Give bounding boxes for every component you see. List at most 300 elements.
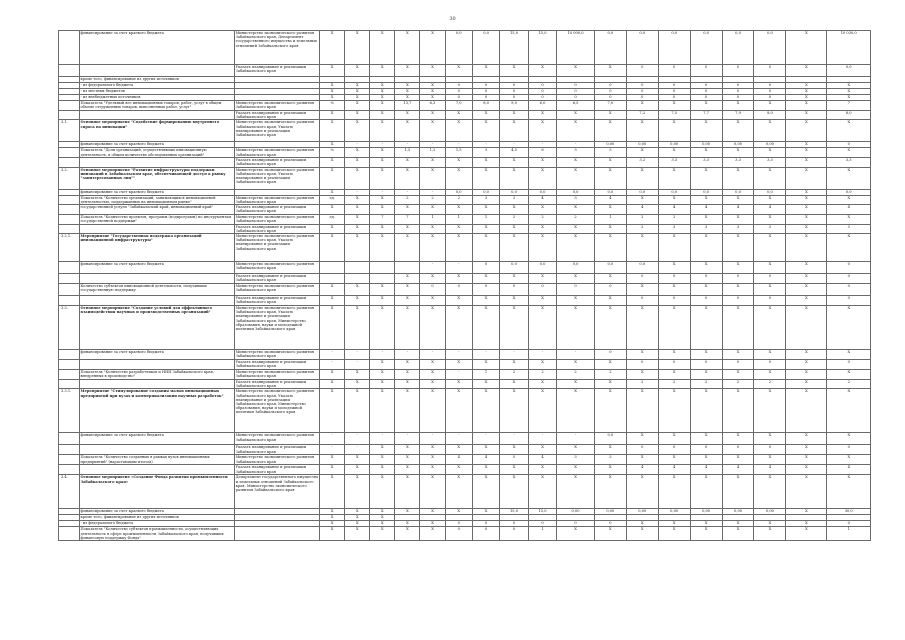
value-cell: Х [345,527,370,541]
value-cell: - [320,360,345,370]
row-name-cell: Мероприятие "Стимулирование создания малых инновационных предприятий при вузах и коммерциализации научных разработок" [79,389,234,433]
value-cell: Х [786,465,827,475]
value-cell: Х [395,65,420,77]
table-row [59,234,871,262]
value-cell: Х [722,262,754,274]
value-cell: 0 [472,521,499,527]
value-cell: Х [594,380,626,389]
value-cell: 0 [626,65,658,77]
value-cell: Х [557,65,595,77]
value-cell: Х [594,389,626,433]
value-cell: 3 [827,224,871,233]
value-cell: Х [594,65,626,77]
value-cell: - [557,433,595,445]
value-cell: 0 [528,95,557,101]
value-cell: 8,0 [754,111,786,120]
value-cell: 0 [658,89,690,95]
row-name-cell: Показатель "Количество субъектов промышленности, осуществляющих деятельность в сфере промышленности Забайкальского края, получивших финансовую поддержку Фонда" [79,527,234,541]
row-name-cell [79,224,234,233]
value-cell: Х [420,509,445,515]
value-cell: Х [528,475,557,509]
value-cell: Х [528,205,557,215]
value-cell: 1 [445,215,472,224]
value-cell: Х [500,445,529,455]
row-number-cell: 3.2. [59,167,80,189]
value-cell: Х [500,380,529,389]
value-cell: Х [786,296,827,306]
value-cell: Х [626,306,658,350]
value-cell: Х [754,284,786,296]
value-cell: Х [827,215,871,224]
value-cell: Х [786,350,827,360]
value-cell: Х [528,120,557,142]
value-cell: Х [445,380,472,389]
value-cell: Х [557,157,595,167]
value-cell: ед. [320,195,345,204]
row-number-cell [59,284,80,296]
value-cell: Х [827,167,871,189]
row-number-cell [59,195,80,204]
value-cell: 3 [658,224,690,233]
value-cell: Х [370,521,395,527]
value-cell: 0 [594,521,626,527]
value-cell: Х [754,389,786,433]
value-cell: 0 [557,521,595,527]
value-cell: 4 [626,465,658,475]
row-number-cell [59,205,80,215]
value-cell: 2 [500,370,529,380]
row-number-cell: 3.3.1. [59,389,80,433]
value-cell: 0 [557,284,595,296]
value-cell: Х [320,234,345,262]
table-row [59,31,871,65]
row-name-cell: финансирование за счет краевого бюджета [79,509,234,515]
value-cell: 7 [395,215,420,224]
value-cell: - [528,142,557,148]
value-cell: 0,00 [690,509,722,515]
value-cell: - [370,189,395,195]
value-cell: Х [594,157,626,167]
value-cell: Х [345,157,370,167]
executor-cell: Министерство экономического развития Забайкальского края [234,101,320,111]
value-cell: Х [445,167,472,189]
value-cell: 0 [658,95,690,101]
table-row [59,370,871,380]
value-cell: Х [420,389,445,433]
value-cell: Х [395,296,420,306]
value-cell: Х [722,101,754,111]
value-cell: Х [786,224,827,233]
value-cell: Х [528,224,557,233]
value-cell: Х [786,101,827,111]
executor-cell: Министерство экономического развития Забайкальского края [234,215,320,224]
value-cell: Х [786,167,827,189]
value-cell: 0 [445,83,472,89]
value-cell: Х [320,306,345,350]
value-cell: Х [626,195,658,204]
value-cell: 3 [472,148,499,157]
value-cell: - [320,445,345,455]
value-cell: 15,0 [500,31,529,65]
value-cell: Х [320,89,345,95]
value-cell: Х [320,389,345,433]
value-cell: Х [626,527,658,541]
row-name-cell [79,296,234,306]
value-cell: Х [690,148,722,157]
value-cell: Х [827,455,871,465]
value-cell: 0,00 [658,142,690,148]
value-cell: Х [626,475,658,509]
row-number-cell [59,148,80,157]
value-cell: 4 [722,465,754,475]
value-cell: Х [786,111,827,120]
table-row [59,296,871,306]
row-name-cell: финансирование за счет краевого бюджета [79,189,234,195]
value-cell: 6,3 [420,101,445,111]
value-cell: 0,0 [500,189,529,195]
value-cell: Х [557,465,595,475]
table-row [59,360,871,370]
value-cell: Х [690,350,722,360]
value-cell: Х [395,83,420,89]
row-number-cell [59,465,80,475]
value-cell: 1 [827,527,871,541]
value-cell: Х [626,433,658,445]
value-cell: Х [320,111,345,120]
value-cell: Х [420,370,445,380]
value-cell: 4 [722,205,754,215]
value-cell: 0 [626,360,658,370]
value-cell: Х [722,521,754,527]
row-name-cell [79,111,234,120]
value-cell: - [345,360,370,370]
value-cell: Х [395,475,420,509]
value-cell: Х [626,284,658,296]
value-cell: Х [690,433,722,445]
value-cell: Х [345,370,370,380]
value-cell: Х [445,465,472,475]
value-cell: Х [722,475,754,509]
value-cell: 0 [626,445,658,455]
value-cell: 0 [754,83,786,89]
row-name-cell: - из местных бюджетов [79,89,234,95]
value-cell: 0,00 [722,142,754,148]
value-cell: Х [345,83,370,89]
value-cell: Х [320,380,345,389]
value-cell: Х [500,111,529,120]
value-cell: Х [370,89,395,95]
value-cell: - [500,142,529,148]
value-cell: 4 [754,465,786,475]
value-cell: 0 [827,142,871,148]
value-cell: 0 [690,445,722,455]
value-cell: Х [786,157,827,167]
value-cell: 0,0 [445,189,472,195]
value-cell: Х [786,89,827,95]
value-cell: Х [395,89,420,95]
value-cell: Х [395,306,420,350]
row-number-cell [59,350,80,360]
value-cell: 3,3 [690,157,722,167]
row-name-cell [79,65,234,77]
value-cell: - [395,189,420,195]
value-cell: Х [754,215,786,224]
executor-cell: Указать планирование и реализации Забайкальского края [234,111,320,120]
value-cell: Х [445,65,472,77]
value-cell: Х [420,445,445,455]
value-cell: 0 [690,296,722,306]
value-cell: Х [754,475,786,509]
value-cell: Х [420,65,445,77]
value-cell: 4 [658,205,690,215]
value-cell: Х [320,65,345,77]
value-cell: Х [345,224,370,233]
value-cell: 0,0 [528,262,557,274]
value-cell: 30,0 [827,509,871,515]
value-cell: 0 [528,284,557,296]
value-cell: - [528,350,557,360]
value-cell: Х [370,455,395,465]
value-cell: 0,0 [500,262,529,274]
row-name-cell: Основное мероприятие «Создание Фонда развития промышленности Забайкальского края» [79,475,234,509]
value-cell: % [320,148,345,157]
value-cell: 7,9 [722,111,754,120]
value-cell: 0 [658,296,690,306]
row-name-cell: Показатель "Количество созданных в рамках вузов инновационных предприятий" (нарастающим итогом) [79,455,234,465]
value-cell: Х [370,111,395,120]
value-cell: Х [690,455,722,465]
value-cell: Х [345,284,370,296]
value-cell: Х [626,389,658,433]
row-number-cell [59,274,80,284]
row-number-cell [59,262,80,274]
value-cell: 3 [500,195,529,204]
value-cell: 2 [557,370,595,380]
value-cell: Х [345,389,370,433]
value-cell: 4 [528,455,557,465]
value-cell: 2 [626,224,658,233]
value-cell: 1,2 [420,148,445,157]
value-cell: 7 [370,215,395,224]
value-cell: 2 [827,380,871,389]
value-cell: - [472,142,499,148]
value-cell: Х [658,455,690,465]
value-cell: Х [320,31,345,65]
executor-cell: Министерство экономического развития Забайкальского края, Указать планирование и реализации Забайкальского края [234,120,320,142]
value-cell: 0,00 [557,509,595,515]
value-cell: Х [786,142,827,148]
value-cell: Х [690,306,722,350]
value-cell: Х [345,521,370,527]
executor-cell: Указать планирование и реализации Забайкальского края [234,65,320,77]
value-cell: Х [472,445,499,455]
value-cell: Х [370,284,395,296]
row-name-cell: - из внебюджетных источников [79,95,234,101]
value-cell: Х [472,65,499,77]
value-cell: Х [320,142,345,148]
value-cell: 4 [594,195,626,204]
value-cell: 2 [658,215,690,224]
row-name-cell: Показатель "Количество проектов, программ (подпрограмм) по инструментам государственной поддержки" [79,215,234,224]
value-cell: Х [754,101,786,111]
value-cell: Х [420,120,445,142]
value-cell: Х [557,224,595,233]
value-cell: Х [690,234,722,262]
value-cell: Х [528,234,557,262]
value-cell: Х [320,370,345,380]
value-cell: 0,0 [626,262,658,274]
row-name-cell: финансирование за счет краевого бюджета [79,262,234,274]
value-cell: 13,7 [395,101,420,111]
value-cell: Х [557,274,595,284]
value-cell: Х [345,296,370,306]
value-cell: Х [594,224,626,233]
value-cell: Х [320,455,345,465]
value-cell: 0 [528,521,557,527]
value-cell: Х [827,475,871,509]
table-row [59,157,871,167]
executor-cell: Департамент государственного имущества и земельных отношений Забайкальского края, Министерство экономического развития Забайкальского края [234,475,320,509]
value-cell: - [370,433,395,445]
value-cell: Х [626,234,658,262]
value-cell: 0 [722,274,754,284]
table-row [59,433,871,445]
value-cell: - [345,433,370,445]
value-cell: Х [395,167,420,189]
value-cell: Х [786,189,827,195]
value-cell: 0 [827,521,871,527]
value-cell: 2 [420,195,445,204]
value-cell: Х [395,31,420,65]
value-cell: 3 [472,195,499,204]
value-cell: Х [370,445,395,455]
value-cell: Х [420,360,445,370]
value-cell: Х [754,521,786,527]
value-cell: Х [754,527,786,541]
executor-cell: Министерство экономического развития Забайкальского края, Указать планирование и реализации Забайкальского края, Министерство образования, науки и молодежной политики Забайкальского края [234,306,320,350]
executor-cell: Указать планирование и реализации Забайкальского края [234,465,320,475]
value-cell: % [320,101,345,111]
value-cell: Х [445,157,472,167]
value-cell: Х [395,274,420,284]
row-number-cell [59,111,80,120]
value-cell: Х [445,111,472,120]
value-cell: Х [658,370,690,380]
executor-cell: Министерство экономического развития Забайкальского края, Указать планирование и реализации Забайкальского края, Министерство образования, науки и молодежной политики Забайкальского края [234,389,320,433]
row-number-cell [59,380,80,389]
value-cell: Х [528,111,557,120]
value-cell: 0 [754,89,786,95]
value-cell: - [320,433,345,445]
value-cell: Х [690,195,722,204]
value-cell: Х [722,306,754,350]
value-cell [320,274,345,284]
value-cell: Х [827,195,871,204]
value-cell: 0 [445,89,472,95]
value-cell: Х [420,527,445,541]
value-cell: 3 [722,224,754,233]
table-row [59,274,871,284]
row-number-cell [59,101,80,111]
value-cell: Х [500,274,529,284]
value-cell: Х [786,205,827,215]
value-cell: 0,00 [594,509,626,515]
value-cell: Х [345,234,370,262]
row-name-cell: финансирование за счет краевого бюджета [79,31,234,65]
value-cell: Х [420,224,445,233]
value-cell: Х [370,475,395,509]
value-cell [320,262,345,274]
value-cell: 6,5 [557,101,595,111]
value-cell: 4 [472,455,499,465]
value-cell: Х [420,234,445,262]
value-cell: 0 [722,296,754,306]
value-cell: Х [345,205,370,215]
value-cell: Х [500,205,529,215]
value-cell: 3 [557,455,595,465]
value-cell: Х [528,360,557,370]
row-name-cell: Основное мероприятие "Содействие формированию внутреннего спроса на инновации" [79,120,234,142]
row-name-cell [79,380,234,389]
table-row [59,389,871,433]
value-cell: Х [395,521,420,527]
executor-cell: Министерство экономического развития Забайкальского края [234,433,320,445]
value-cell: 0 [827,445,871,455]
value-cell: Х [528,465,557,475]
value-cell: Х [786,95,827,101]
value-cell: Х [786,65,827,77]
row-number-cell: 3.1. [59,120,80,142]
value-cell: Х [445,306,472,350]
value-cell: Х [754,148,786,157]
value-cell: Х [472,274,499,284]
value-cell: 0,0 [658,31,690,65]
executor-cell: Министерство экономического развития Забайкальского края, Департамент государственного имущества и земельных отношений Забайкальского края [234,31,320,65]
row-number-cell [59,157,80,167]
value-cell: 3,3 [754,157,786,167]
value-cell: Х [528,65,557,77]
value-cell: Х [786,433,827,445]
value-cell: Х [320,167,345,189]
value-cell: 0 [827,262,871,274]
value-cell: Х [658,101,690,111]
value-cell: 0 [754,65,786,77]
value-cell: Х [370,234,395,262]
value-cell: Х [722,167,754,189]
value-cell: Х [370,306,395,350]
value-cell: 0 [472,89,499,95]
value-cell: Х [370,224,395,233]
value-cell: Х [320,95,345,101]
value-cell: Х [722,215,754,224]
value-cell: Х [528,296,557,306]
value-cell: - [445,433,472,445]
value-cell: 0,0 [658,189,690,195]
value-cell: Х [370,509,395,515]
value-cell: 0 [658,360,690,370]
value-cell: Х [626,521,658,527]
value-cell: 0,0 [472,31,499,65]
value-cell: Х [557,111,595,120]
value-cell: 0 [500,284,529,296]
value-cell: Х [594,120,626,142]
value-cell: Х [420,89,445,95]
value-cell: Х [658,167,690,189]
value-cell: Х [472,167,499,189]
value-cell: Х [445,475,472,509]
value-cell: Х [370,83,395,89]
value-cell: 0 [722,360,754,370]
